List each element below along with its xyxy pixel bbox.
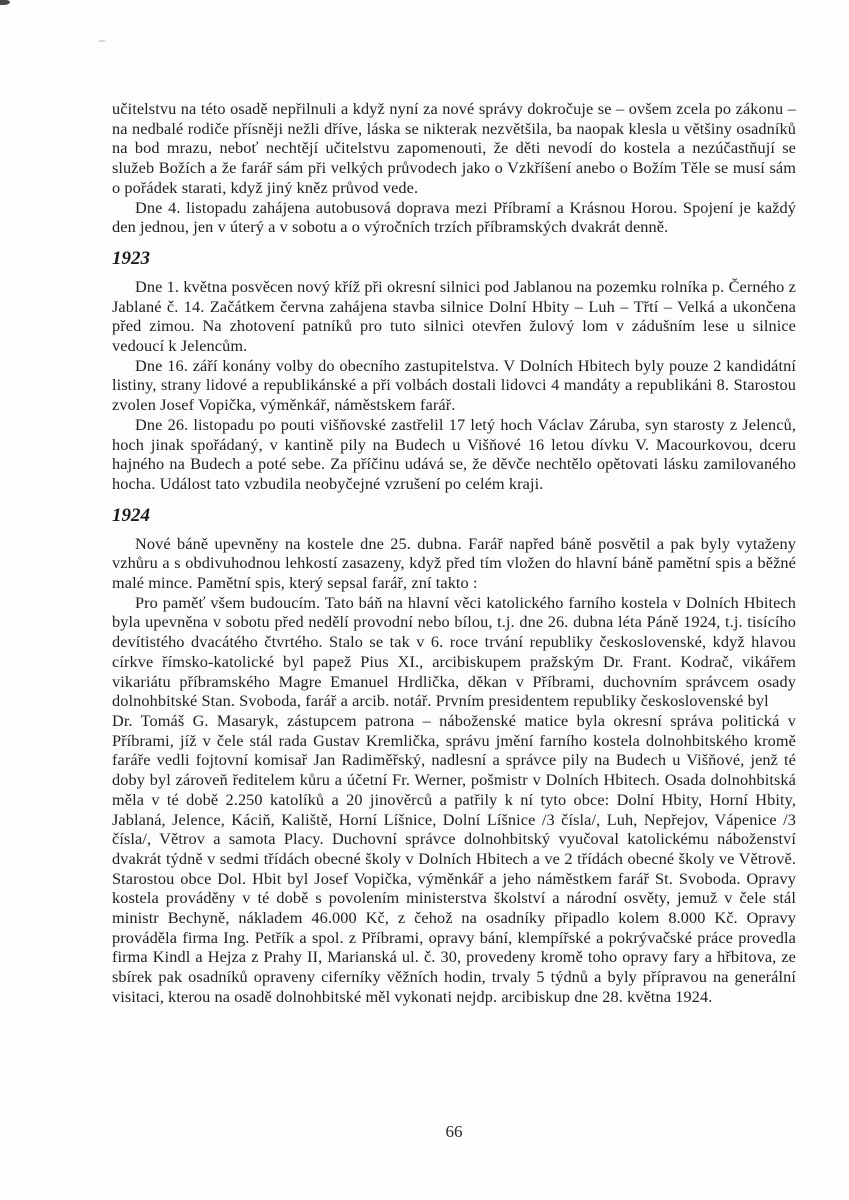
page-number: 66: [445, 1122, 463, 1141]
paragraph: Nové báně upevněny na kostele dne 25. dubna. Farář napřed báně posvětil a pak byly vytaženy vzhůru a s obdivuhodnou lehkostí zasazeny, když před tím vložen do hlavní báně pamětní spis a běžné malé mince. Pamětní spis, který sepsal farář, zní takto :: [112, 533, 796, 593]
scan-artifact-smudge: [98, 40, 106, 42]
paragraph: Dne 16. září konány volby do obecního zastupitelstva. V Dolních Hbitech byly pouze 2 kandidátní listiny, strany lidové a republikánské a při volbách dostali lidovci 4 mandáty a republikáni 8. Starostou zvolen Josef Vopička, výměnkář, náměstskem farář.: [112, 355, 796, 415]
document-content: [112, 99, 796, 1007]
paragraph: Dne 4. listopadu zahájena autobusová doprava mezi Příbramí a Krásnou Horou. Spojení je každý den jednou, jen v úterý a v sobotu a o výročních trzích příbramských dvakrát denně.: [112, 197, 796, 237]
paragraph: Dne 1. května posvěcen nový kříž při okresní silnici pod Jablanou na pozemku rolníka p. Černého z Jablané č. 14. Začátkem června zahájena stavba silnice Dolní Hbity – Luh – Třtí – Velká a ukončena před zimou. Na zhotovení patníků pro tuto silnici otevřen žulový lom v zádušním lese u silnice vedoucí k Jelencům.: [112, 276, 796, 356]
paragraph: Pro paměť všem budoucím. Tato báň na hlavní věci katolického farního kostela v Dolních Hbitech byla upevněna v sobotu před nedělí provodní nebo bílou, t.j. dne 26. dubna léta Páně 1924, t.j. tisícího devítistého dvacátého čtvrtého. Stalo se tak v 6. roce trvání republiky československé, když hlavou církve římsko-katolické byl papež Pius XI., arcibiskupem pražským Dr. Frant. Kodrač, vikářem vikariátu příbramského Magre Emanuel Hrdlička, děkan v Příbrami, duchovním správcem osady dolnohbitské Stan. Svoboda, farář a arcib. notář. Prvním presidentem republiky československé byl: [112, 592, 796, 711]
paragraph: Dne 26. listopadu po pouti višňovské zastřelil 17 letý hoch Václav Záruba, syn starosty z Jelenců, hoch jinak spořádaný, v kantině pily na Budech u Višňové 16 letou dívku V. Macourkovou, dceru hajného na Budech a poté sebe. Za příčinu udává se, že děvče nechtělo opětovati lásku zamilovaného hocha. Událost tato vzbudila neobyčejné vzrušení po celém kraji.: [112, 414, 796, 493]
paragraph: Dr. Tomáš G. Masaryk, zástupcem patrona – náboženské matice byla okresní správa politická v Příbrami, jíž v čele stál rada Gustav Kremlička, správu jmění farního kostela dolnohbitského kromě faráře vedli fojtovní komisař Jan Radiměřský, nadlesní a správce pily na Budech u Višňové, jenž té doby byl zároveň ředitelem kůru a účetní Fr. Werner, pošmistr v Dolních Hbitech. Osada dolnohbitská měla v té době 2.250 katolíků a 20 jinověrců a patřily k ní tyto obce: Dolní Hbity, Horní Hbity, Jablaná, Jelence, Káciň, Kaliště, Horní Líšnice, Dolní Líšnice /3 čísla/, Luh, Nepřejov, Vápenice /3 čísla/, Větrov a samota Placy. Duchovní správce dolnohbitský vyučoval katolickému náboženství dvakrát týdně v sedmi třídách obecné školy v Dolních Hbitech a ve 2 třídách obecné školy ve Větrově. Starostou obce Dol. Hbit byl Josef Vopička, výměnkář a jeho náměstkem farář St. Svoboda. Opravy kostela prováděny v té době s povolením ministerstva školství a národní osvěty, jemuž v čele stál ministr Bechyně, nákladem 46.000 Kč, z čehož na osadníky připadlo kolem 8.000 Kč. Opravy prováděla firma Ing. Petřík a spol. z Příbrami, opravy bání, klempířské a pokrývačské práce provedla firma Kindl a Hejza z Prahy II, Marianská ul. č. 30, provedeny kromě toho opravy fary a hřbitova, ze sbírek pak osadníků opraveny ciferníky věžních hodin, trvaly 5 týdnů a byly přípravou na generální visitaci, kterou na osadě dolnohbitské měl vykonati nejdp. arcibiskup dne 28. května 1924.: [112, 710, 796, 1006]
scan-artifact-corner: [0, 0, 10, 5]
year-heading: 1923: [112, 247, 150, 269]
year-heading: 1924: [112, 504, 150, 526]
paragraph: učitelstvu na této osadě nepřilnuli a když nyní za nové správy dokročuje se – ovšem zcela po zákonu – na nedbalé rodiče přísněji nežli dříve, láska se nikterak nezvětšila, ba naopak klesla u většiny osadníků na bod mrazu, neboť nechtějí učitelstvu zapomenouti, že děti nevodí do kostela a nezúčastňují se služeb Božích a že farář sám při velkých průvodech jako o Vzkříšení anebo o Božím Těle se musí sám o pořádek starati, když jiný kněz průvod vede.: [112, 99, 796, 197]
